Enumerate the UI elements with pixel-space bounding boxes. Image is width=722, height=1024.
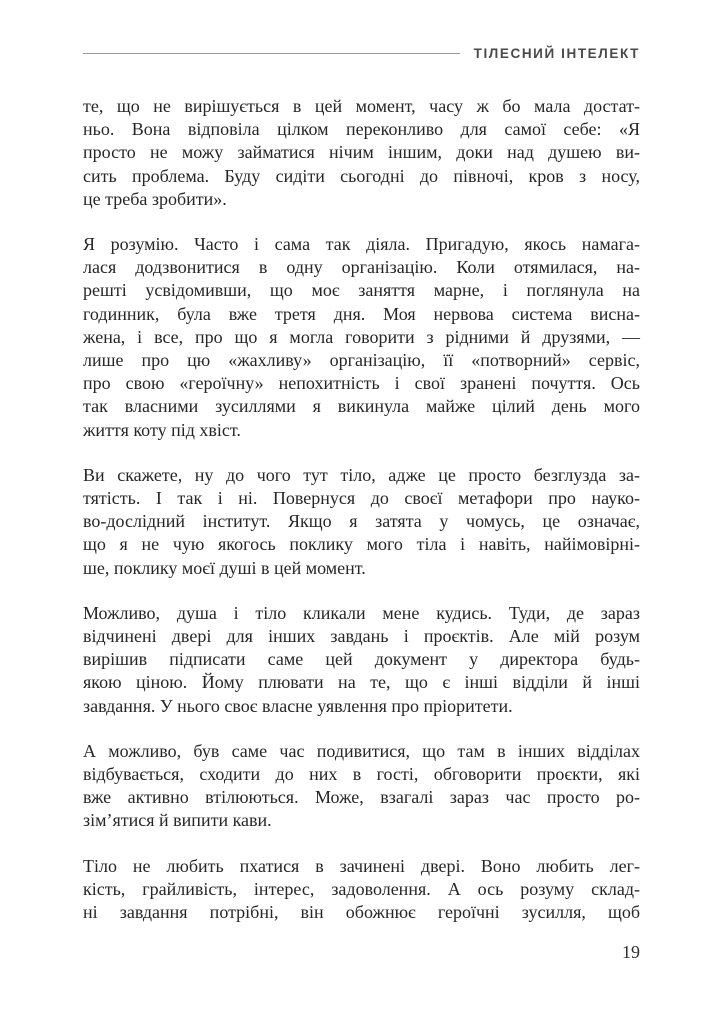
text-line: Ви скажете, ну до чого тут тіло, адже це просто безглузда за- — [83, 464, 640, 485]
text-line: годинник, була вже третя дня. Моя нервова система висна- — [83, 303, 640, 324]
text-line: решті усвідомивши, що моє заняття марне, і поглянула на — [83, 280, 640, 301]
text-line: життя коту під хвіст. — [83, 419, 241, 440]
text-line: завдання. У нього своє власне уявлення про пріоритети. — [83, 695, 513, 716]
paragraph — [83, 233, 640, 442]
text-line: жена, і все, про що я могла говорити з рідними й друзями, — — [83, 326, 640, 347]
text-line: ні завдання потрібні, він обожнює героїчні зусилля, щоб — [83, 902, 640, 923]
text-line: ньо. Вона відповіла цілком переконливо для самої себе: «Я — [83, 119, 640, 140]
text-line: про свою «героїчну» непохитність і свої зранені почуття. Ось — [83, 373, 640, 394]
chapter-title: ТІЛЕСНИЙ ІНТЕЛЕКТ — [473, 46, 640, 61]
header-rule — [83, 53, 460, 54]
text-line: Можливо, душа і тіло кликали мене кудись. Туди, де зараз — [83, 602, 640, 623]
text-line: це треба зробити». — [83, 188, 227, 209]
text-line: А можливо, був саме час подивитися, що там в інших відділах — [83, 740, 640, 761]
text-line: вирішив підписати саме цей документ у директора будь- — [83, 649, 640, 670]
text-line: те, що не вирішується в цей момент, часу ж бо мала достат- — [83, 96, 640, 116]
paragraph — [83, 740, 640, 833]
paragraph — [83, 855, 640, 925]
paragraph — [83, 95, 640, 211]
text-line: тятість. І так і ні. Повернуся до своєї метафори про науко- — [83, 488, 640, 509]
text-line: Я розумію. Часто і сама так діяла. Пригадую, якось намага- — [83, 234, 640, 255]
text-line: зім’ятися й випити кави. — [83, 810, 272, 831]
text-line: так власними зусиллями я викинула майже цілий день мого — [83, 396, 640, 417]
text-line: лася додзвонитися в одну організацію. Коли отямилася, на- — [83, 257, 640, 278]
text-line: просто не можу займатися нічим іншим, доки над душею ви- — [83, 142, 640, 163]
paragraph — [83, 464, 640, 580]
running-head — [83, 46, 640, 61]
text-line: ше, поклику моєї душі в цей момент. — [83, 557, 366, 578]
text-line: вже активно втілюються. Може, взагалі зараз час просто ро- — [83, 787, 640, 808]
text-line: відбувається, сходити до них в гості, обговорити проєкти, які — [83, 764, 640, 785]
text-line: відчинені двері для інших завдань і проєктів. Але мій розум — [83, 626, 640, 647]
text-line: якою ціною. Йому плювати на те, що є інші відділи й інші — [83, 672, 640, 693]
page-number: 19 — [622, 942, 640, 962]
text-line: кість, грайливість, інтерес, задоволення. А ось розуму склад- — [83, 878, 640, 899]
paragraph — [83, 602, 640, 718]
page-body-text — [83, 95, 640, 924]
text-line: во-дослідний інститут. Якщо я затята у чомусь, це означає, — [83, 511, 640, 532]
text-line: лише про цю «жахливу» організацію, її «потворний» сервіс, — [83, 350, 640, 371]
text-line: що я не чую якогось поклику мого тіла і навіть, найімовірні- — [83, 534, 640, 555]
text-line: Тіло не любить пхатися в зачинені двері. Воно любить лег- — [83, 855, 640, 876]
text-line: сить проблема. Буду сидіти сьогодні до півночі, кров з носу, — [83, 165, 640, 186]
